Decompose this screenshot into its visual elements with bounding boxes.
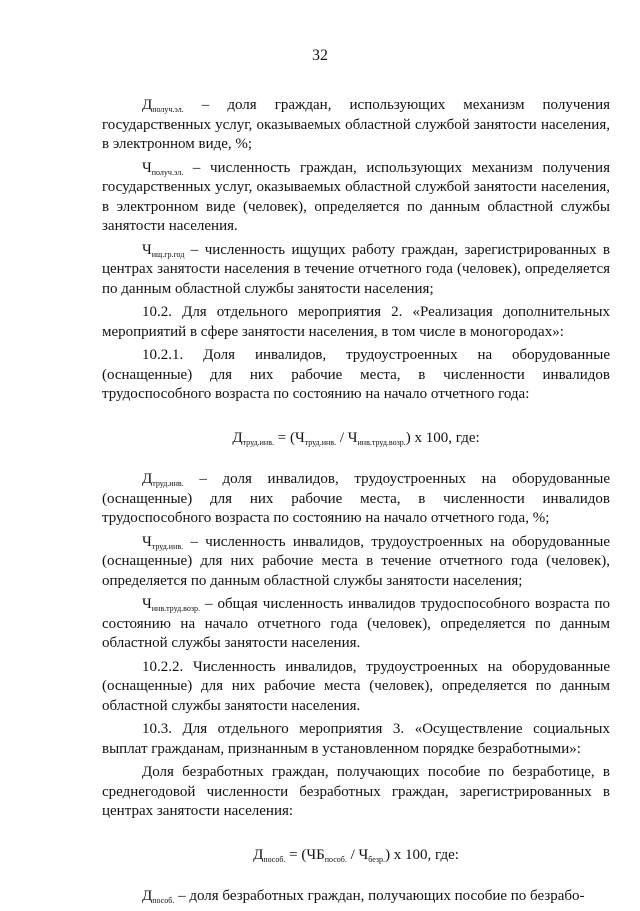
formula-subscript: пособ.: [263, 854, 286, 864]
symbol: Д: [142, 888, 153, 904]
formula-subscript: пособ.: [324, 854, 347, 864]
formula-trud-inv: [102, 429, 610, 449]
formula-lhs: Д: [253, 846, 264, 863]
formula-part: ) x 100, где:: [405, 429, 480, 446]
symbol-subscript: пособ.: [152, 896, 175, 905]
symbol: Ч: [142, 159, 152, 176]
definition-ch-inv-trud-vozr: [102, 595, 610, 654]
formula-lhs: Д: [232, 429, 243, 446]
definition-d-posob: [102, 887, 610, 907]
formula-posob: [102, 846, 610, 866]
definition-text: – численность инвалидов, трудоустроенных на оборудованные (оснащенные) для них рабочие места в течение отчетного года (человек), определяется по данным областной службы занятости населения;: [102, 533, 610, 589]
section-10-2-1: 10.2.1. Доля инвалидов, трудоустроенных на оборудованные (оснащенные) для них рабочие места, в численности инвалидов трудоспособного возраста по состоянию на начало отчетного года:: [102, 347, 610, 402]
symbol-subscript: ищ.гр.год: [151, 249, 185, 259]
symbol-subscript: получ.эл.: [152, 105, 184, 114]
definition-d-poluch-el: [102, 96, 610, 155]
symbol-subscript: получ.эл.: [151, 167, 184, 177]
formula-part: / Ч: [336, 429, 358, 446]
formula-subscript: безр.: [368, 854, 386, 864]
formula-part: = (ЧБ: [285, 846, 325, 863]
definition-text: – доля инвалидов, трудоустроенных на оборудованные (оснащенные) для них рабочие места, в численности инвалидов трудоспособного возраста по состоянию на начало отчетного года, %;: [102, 471, 610, 526]
symbol: Д: [142, 471, 153, 487]
formula-part: / Ч: [346, 846, 369, 863]
definition-text: – доля безработных граждан, получающих пособие по безрабо-: [174, 888, 585, 904]
definition-text: – численность ищущих работу граждан, зарегистрированных в центрах занятости населения в течение отчетного года (человек), определяется по данным областной службы занятости населения;: [102, 241, 610, 297]
definition-ch-ishch-gr-god: [102, 241, 610, 300]
symbol: Ч: [142, 533, 152, 550]
definition-d-trud-inv: [102, 470, 610, 529]
section-10-2: 10.2. Для отдельного мероприятия 2. «Реализация дополнительных мероприятий в сфере занятости населения, в том числе в моногородах»:: [102, 304, 610, 340]
formula-part: ) x 100, где:: [385, 846, 459, 863]
definition-ch-trud-inv: [102, 533, 610, 592]
definition-ch-poluch-el: [102, 159, 610, 237]
formula-subscript: труд.инв.: [242, 437, 274, 447]
symbol-subscript: труд.инв.: [152, 479, 184, 488]
symbol: Ч: [142, 596, 152, 612]
symbol: Д: [142, 97, 153, 113]
formula-subscript: труд.инв.: [304, 437, 337, 447]
symbol-subscript: инв.труд.возр.: [151, 604, 201, 613]
definition-text: – доля граждан, использующих механизм получения государственных услуг, оказываемых областной службой занятости населения, в электронном виде, %;: [102, 97, 610, 152]
paragraph-dolya-bezrabotnyh: Доля безработных граждан, получающих пособие по безработице, в среднегодовой численности безработных граждан, зарегистрированных в центрах занятости населения:: [102, 764, 610, 819]
symbol-subscript: труд.инв.: [151, 541, 184, 551]
section-10-3: 10.3. Для отдельного мероприятия 3. «Осуществление социальных выплат гражданам, признанным в установленном порядке безработными»:: [102, 721, 610, 757]
symbol: Ч: [142, 241, 152, 258]
definition-text: – численность граждан, использующих механизм получения государственных услуг, оказываемых областной службой занятости населения, в электронном виде (человек), определяется по данным областной службы занятости населения.: [102, 159, 610, 234]
page-number: 32: [312, 47, 328, 64]
section-10-2-2: 10.2.2. Численность инвалидов, трудоустроенных на оборудованные (оснащенные) для них рабочие места (человек), определяется по данным областной службы занятости населения.: [102, 658, 610, 714]
document-body: [102, 96, 610, 911]
formula-subscript: инв.труд.возр.: [357, 437, 406, 447]
formula-part: = (Ч: [273, 429, 305, 446]
definition-text: – общая численность инвалидов трудоспособного возраста по состоянию на начало отчетного года (человек), определяется по данным областной службы занятости населения.: [102, 596, 610, 651]
